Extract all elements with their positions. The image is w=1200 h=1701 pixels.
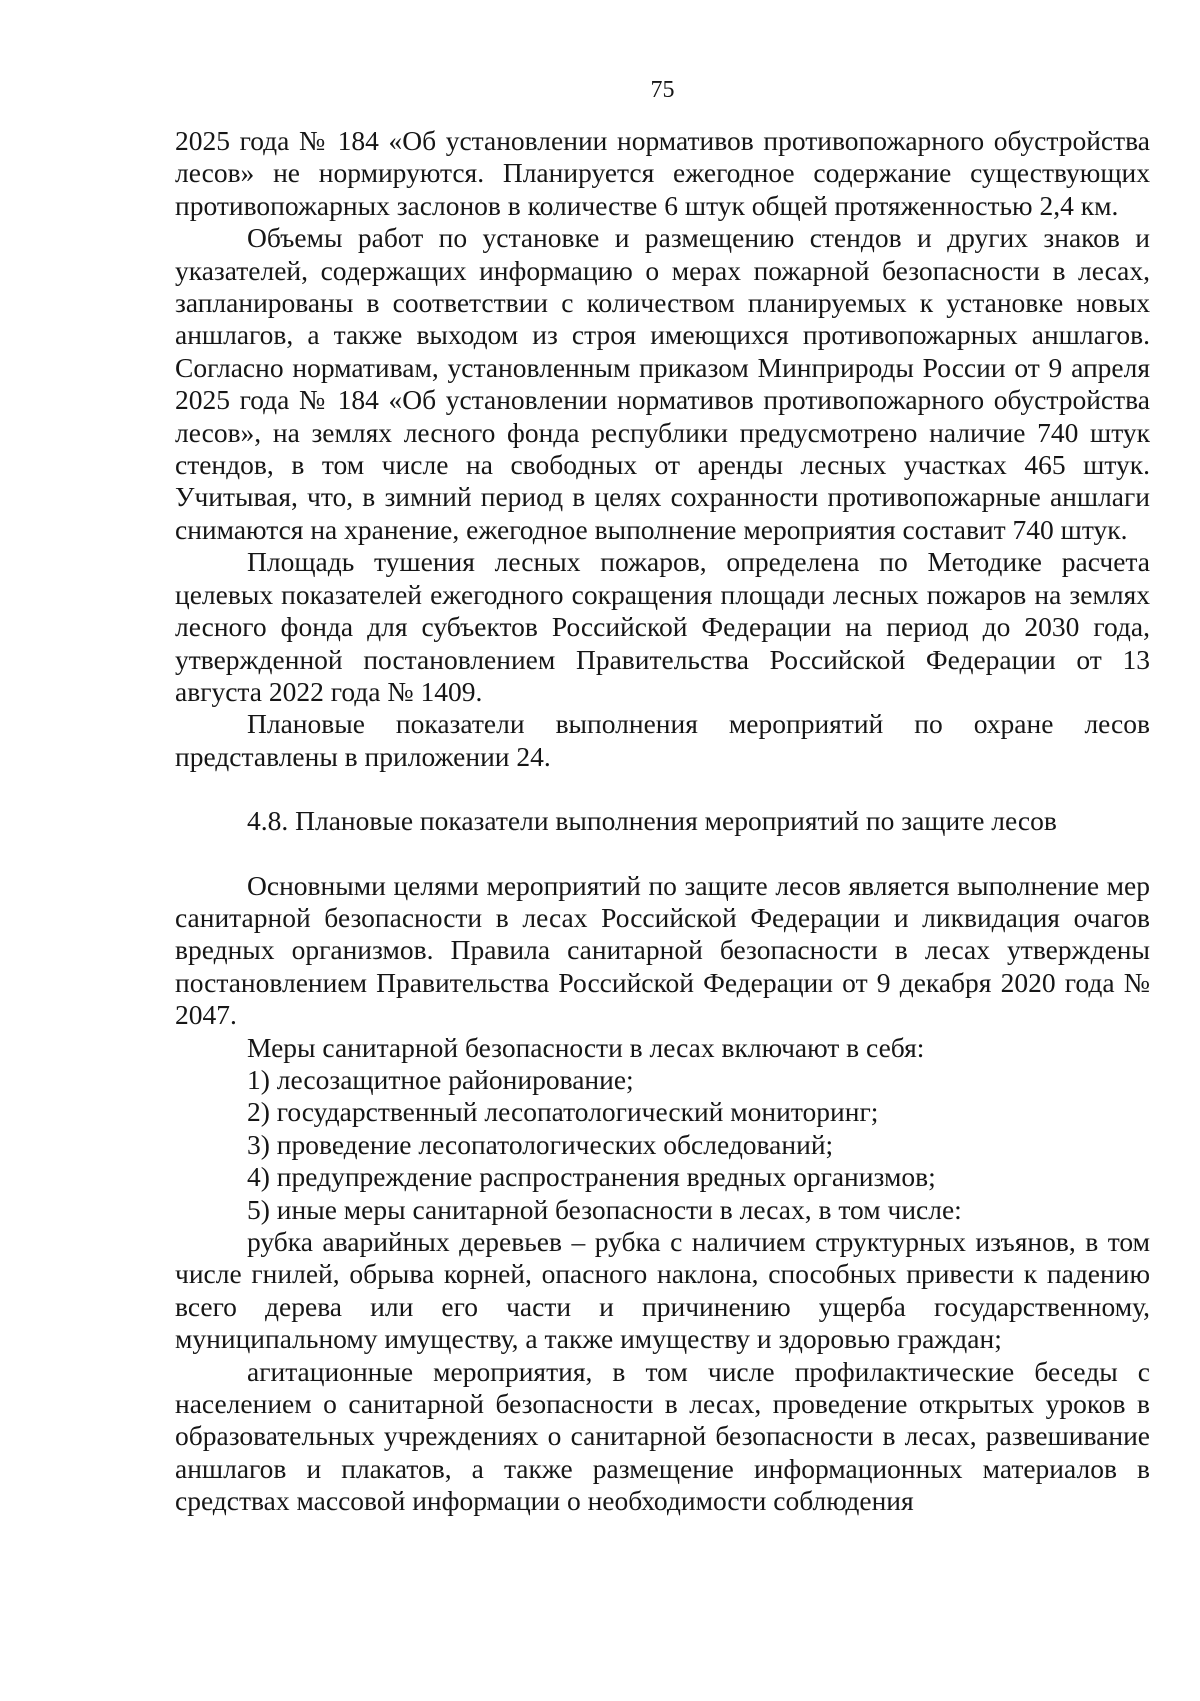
paragraph-main-goals: Основными целями мероприятий по защите лесов является выполнение мер санитарной безопасности в лесах Российской Федерации и ликвидация очагов вредных организмов. Правила санитарной безопасности в лесах утверждены постановлением Правительства Российской Федерации от 9 декабря 2020 года № 2047.: [175, 869, 1150, 1031]
list-item: 4) предупреждение распространения вредных организмов;: [247, 1161, 936, 1193]
paragraph-measures-intro: Меры санитарной безопасности в лесах включают в себя:: [247, 1031, 925, 1063]
paragraph-agitation: агитационные мероприятия, в том числе профилактические беседы с населением о санитарной безопасности в лесах, проведение открытых уроков в образовательных учреждениях о санитарной безопасности в лесах, развешивание аншлагов и плакатов, а также размещение информационных материалов в средствах массовой информации о необходимости соблюдения: [175, 1355, 1150, 1517]
page-number: 75: [650, 77, 675, 103]
paragraph-stands: Объемы работ по установке и размещению стендов и других знаков и указателей, содержащих информацию о мерах пожарной безопасности в лесах, запланированы в соответствии с количеством планируемых к установке новых аншлагов, а также выходом из строя имеющихся противопожарных аншлагов. Согласно нормативам, установленным приказом Минприроды России от 9 апреля 2025 года № 184 «Об установлении нормативов противопожарного обустройства лесов», на землях лесного фонда республики предусмотрено наличие 740 штук стендов, в том числе на свободных от аренды лесных участках 465 штук. Учитывая, что, в зимний период в целях сохранности противопожарные аншлаги снимаются на хранение, ежегодное выполнение мероприятия составит 740 штук.: [175, 222, 1150, 545]
paragraph-fire-area: Площадь тушения лесных пожаров, определена по Методике расчета целевых показателей ежегодного сокращения площади лесных пожаров на землях лесного фонда для субъектов Российской Федерации на период до 2030 года, утвержденной постановлением Правительства Российской Федерации от 13 августа 2022 года № 1409.: [175, 546, 1150, 707]
list-item: 2) государственный лесопатологический мониторинг;: [247, 1096, 879, 1128]
document-body: [175, 125, 1150, 1518]
list-item: 5) иные меры санитарной безопасности в лесах, в том числе:: [247, 1193, 962, 1225]
paragraph-planned-indicators: Плановые показатели выполнения мероприятий по охране лесов представлены в приложении 24.: [175, 708, 1150, 772]
list-item: 3) проведение лесопатологических обследований;: [247, 1128, 834, 1160]
section-heading: 4.8. Плановые показатели выполнения мероприятий по защите лесов: [247, 805, 1057, 837]
paragraph-continuation: 2025 года № 184 «Об установлении нормативов противопожарного обустройства лесов» не нормируются. Планируется ежегодное содержание существующих противопожарных заслонов в количестве 6 штук общей протяженностью 2,4 км.: [175, 125, 1150, 221]
list-item: 1) лесозащитное районирование;: [247, 1063, 634, 1095]
paragraph-emergency-trees: рубка аварийных деревьев – рубка с наличием структурных изъянов, в том числе гнилей, обрыва корней, опасного наклона, способных привести к падению всего дерева или его части и причинению ущерба государственному, муниципальному имуществу, а также имуществу и здоровью граждан;: [175, 1226, 1150, 1355]
